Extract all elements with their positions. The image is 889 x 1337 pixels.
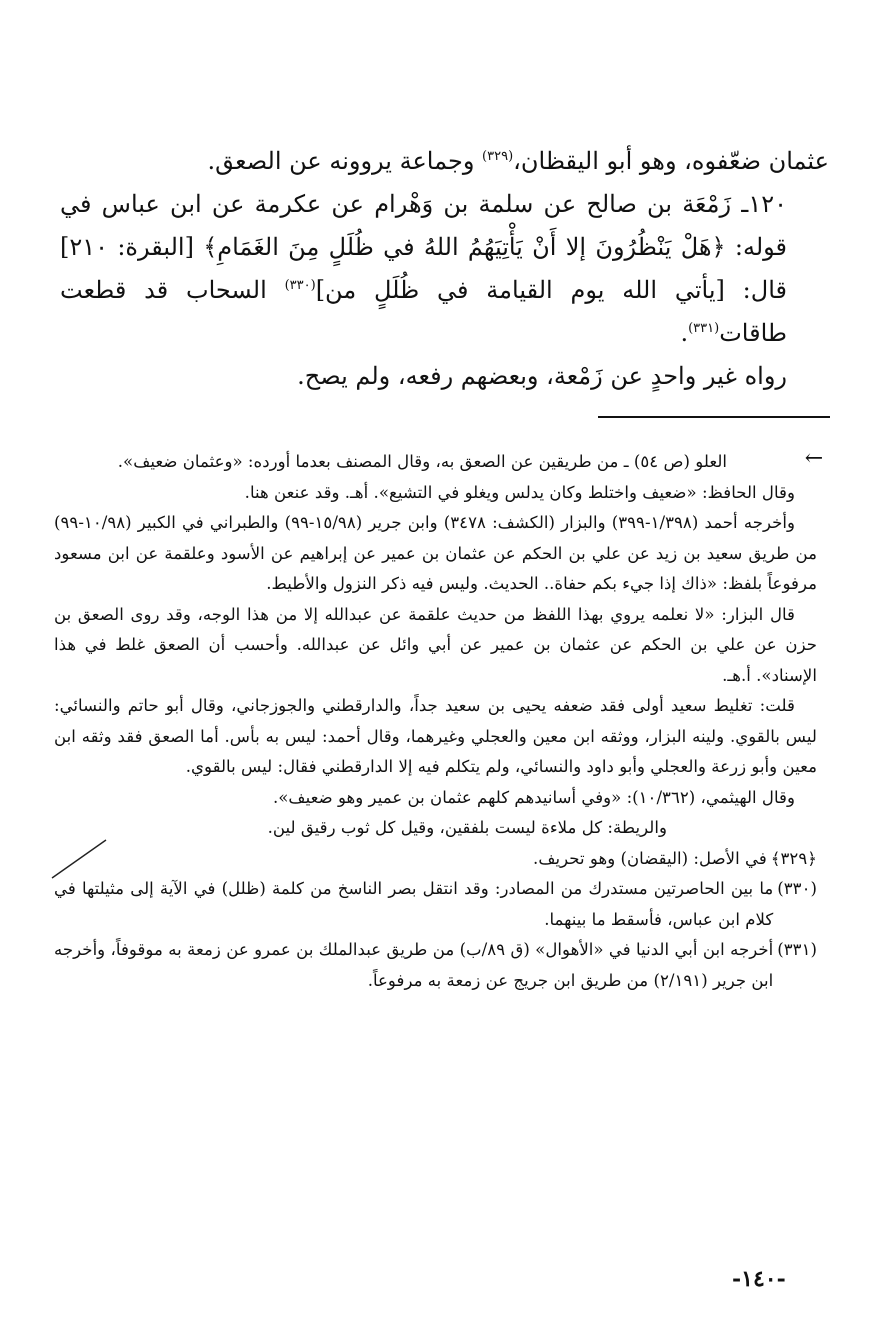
main-line-1-text: عثمان ضعّفوه، وهو أبو اليقظان، — [513, 147, 829, 175]
main-text — [60, 140, 829, 398]
footnote-continued-para-5: قلت: تغليط سعيد أولى فقد ضعفه يحيى بن سعيد جداً، والدارقطني والجوزجاني، وقال أبو حاتم والنسائي: ليس بالقوي. ولينه البزار، ووثقه ابن معين والعجلي وغيرهما، وقال أحمد: ليس به بأس. أما الصعق فقد وثقه ابن معين وأبو زرعة والعجلي وأبو داود والنسائي، ولم يتكلم فيه إلا الدارقطني فقال: ليس بالقوي. — [54, 696, 817, 776]
hadith-number: ١٢٠ـ — [741, 190, 787, 218]
footnote-continued-para-2: وقال الحافظ: «ضعيف واختلط وكان يدلس ويغلو في التشيع». أهـ. وقد عنعن هنا. — [244, 482, 795, 502]
stray-pen-mark — [50, 838, 110, 880]
footnotes — [54, 447, 817, 996]
hadith-120 — [60, 183, 829, 355]
footnote-number: (٣٣١) — [777, 940, 817, 959]
footnote-text: أخرجه ابن أبي الدنيا في «الأهوال» (ق ٨٩/ب) من طريق عبدالملك بن عمرو عن زمعة به موقوفاً، وأخرجه ابن جرير (٢/١٩١) من طريق ابن جريج عن زمعة به مرفوعاً. — [54, 940, 774, 990]
footnote-number: (٣٣٠) — [777, 879, 817, 898]
hadith-text: زَمْعَة بن صالح عن سلمة بن وَهْرام عن عكرمة عن ابن عباس في قوله: ﴿هَلْ يَنْظُرُونَ إلا أَنْ يَأْتِيَهُمُ اللهُ في ظُلَلٍ مِنَ الغَمَامِ﴾ [البقرة: ٢١٠] قال: [يأتي الله يوم القيامة في ظُلَلٍ من] — [60, 190, 787, 304]
footnote-329 — [54, 844, 817, 875]
footnote-331 — [54, 935, 817, 996]
footnote-continued-para-1: العلو (ص ٥٤) ـ من طريقين عن الصعق به، وقال المصنف بعدما أورده: «وعثمان ضعيف». — [117, 452, 727, 471]
footnote-number: ﴿٣٢٩﴾ — [770, 848, 817, 868]
footnote-continued-para-7: والريطة: كل ملاءة ليست بلفقين، وقيل كل ثوب رقيق لين. — [267, 818, 667, 837]
footnote-divider — [598, 416, 830, 418]
main-line-1-text-end: وجماعة يروونه عن الصعق. — [207, 147, 483, 175]
footnote-ref-331[interactable]: (٣٣١) — [688, 321, 720, 336]
footnote-continued-para-6: وقال الهيثمي، (١٠/٣٦٢): «وفي أسانيدهم كلهم عثمان بن عمير وهو ضعيف». — [272, 787, 795, 807]
page-number: -١٤٠- — [732, 1266, 786, 1292]
footnote-330 — [54, 874, 817, 935]
main-line-1 — [60, 140, 829, 183]
hadith-text-end: . — [680, 319, 689, 347]
narration-note: رواه غير واحدٍ عن زَمْعة، وبعضهم رفعه، ولم يصح. — [297, 362, 787, 390]
footnote-text: ما بين الحاصرتين مستدرك من المصادر: وقد انتقل بصر الناسخ من كلمة (ظلل) في الآية إلى مثيلتها في كلام ابن عباس، فأسقط ما بينهما. — [54, 879, 774, 929]
hadith-text-cont: السحاب قد قطعت طاقات — [60, 276, 787, 347]
continuation-arrow-icon: ← — [804, 446, 824, 471]
footnote-ref-330[interactable]: (٣٣٠) — [284, 278, 316, 293]
footnote-text: في الأصل: (اليقضان) وهو تحريف. — [533, 848, 767, 868]
footnote-ref-329[interactable]: (٣٢٩) — [482, 149, 514, 164]
footnote-continued-para-3: وأخرجه أحمد (١/٣٩٨-٣٩٩) والبزار (الكشف: ٣٤٧٨) وابن جرير (١٥/٩٨-٩٩) والطبراني في الكبير (١٠/٩٨-٩٩) من طريق سعيد بن زيد عن علي بن الحكم عن عثمان بن عمير عن إبراهيم عن الأسود وعلقمة عن ابن مسعود مرفوعاً بلفظ: «ذاك إذا جيء بكم حفاة.. الحديث. وليس فيه ذكر النزول والأطيط. — [54, 513, 817, 593]
footnote-continued-para-4: قال البزار: «لا نعلمه يروي بهذا اللفظ من حديث علقمة عن عبدالله إلا من هذا الوجه، وقد روى الصعق بن حزن عن علي بن الحكم عن عثمان بن عمير عن أبي وائل عن عبدالله. وأحسب أن الصعق غلط في هذا الإسناد». أ.هـ. — [54, 604, 817, 685]
